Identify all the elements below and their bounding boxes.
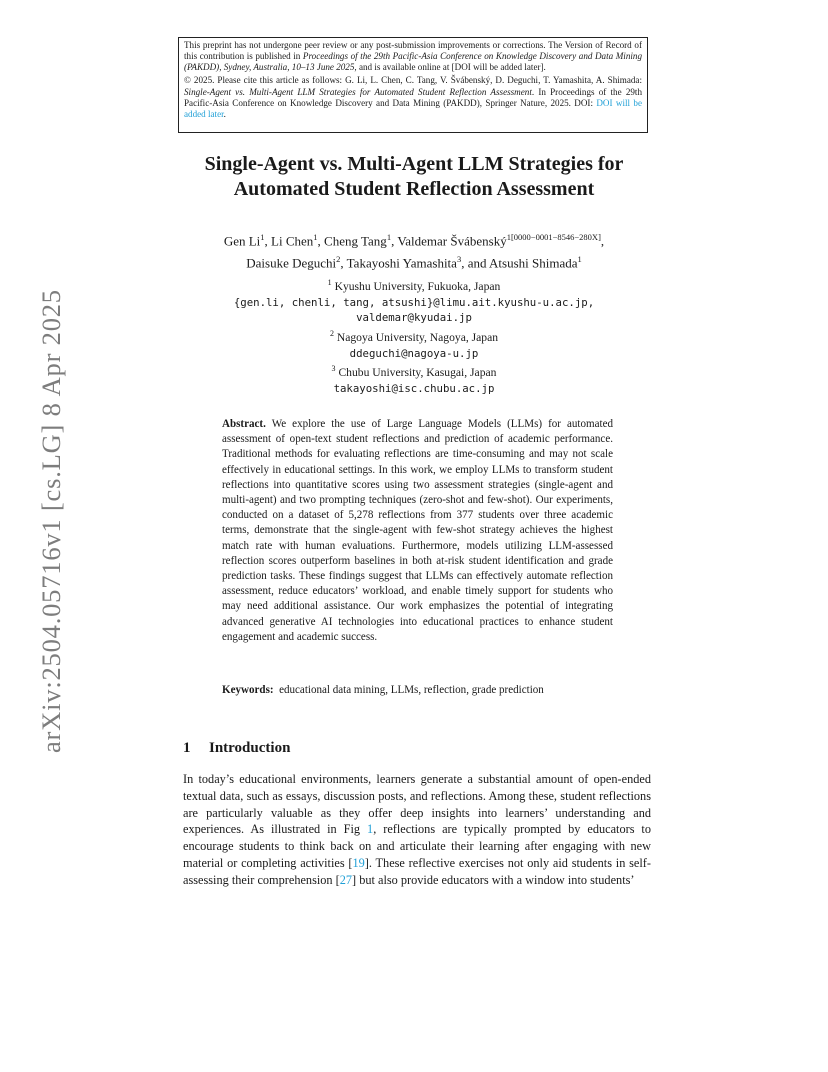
- citation-link[interactable]: 27: [339, 872, 353, 887]
- author-affil-mark: 3: [456, 254, 462, 265]
- keywords-text: educational data mining, LLMs, reflection, grade prediction: [279, 684, 544, 696]
- author-affil-mark: 1: [386, 232, 392, 242]
- affiliation-institution: Kyushu University, Fukuoka, Japan: [334, 279, 501, 293]
- section-number: 1: [183, 740, 191, 756]
- author-orcid: [0000−0001−8546−280X]: [510, 232, 601, 242]
- affiliation-email: ddeguchi@nagoya-u.jp: [349, 346, 479, 360]
- arxiv-identifier: arXiv:2504.05716v1 [cs.LG] 8 Apr 2025: [36, 289, 66, 753]
- affiliation-institution: Chubu University, Kasugai, Japan: [338, 366, 497, 380]
- notice-paper-title: Single-Agent vs. Multi-Agent LLM Strategies for Automated Student Reflection Assessment: [184, 86, 532, 97]
- notice-preprint-paragraph: [184, 40, 642, 73]
- notice-text: , and is available online at [DOI will be added later].: [354, 62, 546, 73]
- author-affil-mark: 2: [336, 254, 341, 265]
- notice-venue: Proceedings of the 29th Pacific-Asia Conference on Knowledge Discovery and Data Mining (PAKDD), Sydney, Australia, 10–13 June 2025: [184, 51, 642, 73]
- affiliation-number: 3: [331, 364, 336, 374]
- affiliation-line: [130, 275, 698, 295]
- author-affil-mark: 1: [260, 232, 265, 242]
- author-name: Gen Li: [223, 233, 261, 249]
- author-name: Daisuke Deguchi: [246, 255, 337, 271]
- notice-text: This preprint has not undergone peer review or any post-submission improvements or corrections. The Version of Record of this contribution is published in: [184, 40, 642, 62]
- author-name: Li Chen: [271, 233, 314, 249]
- figure-reference-link[interactable]: 1: [367, 822, 374, 837]
- affiliation-list: [130, 275, 698, 397]
- affiliation-institution: Nagoya University, Nagoya, Japan: [336, 330, 499, 344]
- paper-title-line: Single-Agent vs. Multi-Agent LLM Strategies for: [204, 153, 624, 175]
- publication-notice-box: [178, 37, 648, 133]
- intro-paragraph: [183, 771, 651, 889]
- abstract: [222, 417, 613, 645]
- body-text: In today’s educational environments, learners generate a substantial amount of open-ended textual data, such as essays, discussion posts, and reflections. Among these, student reflections are particularly valuable as they offer deep insights into learners’ understanding and experiences. As illustrated in Fig: [183, 772, 651, 837]
- body-text: ]. These reflective exercises not only aid students in self-assessing their comprehension [: [183, 855, 652, 887]
- paper-title-line: Automated Student Reflection Assessment: [233, 178, 595, 200]
- author-name: Cheng Tang: [324, 233, 387, 249]
- citation-link[interactable]: 19: [352, 855, 365, 870]
- body-text: , reflections are typically prompted by educators to encourage students to think back on and articulate their learning after engaging with new material or completing activities [: [183, 822, 652, 870]
- affiliation-email: {gen.li, chenli, tang, atsushi}@limu.ait.kyushu-u.ac.jp,: [233, 295, 595, 309]
- abstract-label: Abstract.: [222, 418, 266, 430]
- affiliation-email: valdemar@kyudai.jp: [356, 311, 472, 325]
- author-list: [130, 228, 698, 273]
- notice-citation-paragraph: [184, 75, 642, 120]
- author-line: Daisuke Deguchi$^2$, Takayoshi Yamashita$^3$, and Atsushi Shimada$^1$: [246, 254, 582, 271]
- notice-text: . In Proceedings of the 29th Pacific-Asia Conference on Knowledge Discovery and Data Mining (PAKDD), Springer Nature, 2025. DOI:: [184, 86, 643, 108]
- affiliation-email: takayoshi@isc.chubu.ac.jp: [333, 381, 495, 395]
- author-name: Valdemar Švábenský: [397, 233, 507, 249]
- abstract-text: We explore the use of Large Language Models (LLMs) for automated assessment of open-text student reflections and prediction of academic performance. Traditional methods for evaluating reflections are time-consuming and may not scale effectively in educational settings. In this work, we employ LLMs to transform student reflections into quantitative scores using two assessment strategies (single-agent and multi-agent) and two prompting techniques (zero-shot and few-shot). Our experiments, conducted on a dataset of 5,278 reflections from 377 students over three academic terms, demonstrate that the single-agent with few-shot strategy achieves the highest match rate with human evaluations. Furthermore, models utilizing LLM-assessed reflection scores outperform baselines in both at-risk student identification and grade prediction tasks. These findings suggest that LLMs can effectively automate reflection assessment, reduce educators’ workload, and enable timely support for students who may need additional assistance. Our work emphasizes the potential of integrating advanced generative AI technologies into educational practices to enhance student engagement and academic success.: [222, 418, 613, 643]
- body-text: ] but also provide educators with a window into students’: [352, 872, 635, 887]
- notice-text: .: [223, 108, 226, 119]
- author-name: Atsushi Shimada: [489, 255, 578, 271]
- doi-link[interactable]: DOI will be added later: [184, 97, 642, 119]
- section-heading: [183, 738, 290, 758]
- author-conjunction: and: [467, 255, 487, 271]
- author-line: Gen Li$^1$, Li Chen$^1$, Cheng Tang$^1$, Valdemar Švábenský$^{1[0000-0001-8546-280X]}$,: [223, 232, 605, 249]
- affiliation-number: 1: [327, 278, 332, 287]
- affiliation-number: 2: [329, 328, 334, 338]
- paper-title: [130, 152, 698, 202]
- author-name: Takayoshi Yamashita: [346, 255, 457, 271]
- keywords-label: Keywords:: [222, 684, 274, 696]
- author-affil-mark: 1: [577, 254, 582, 265]
- author-affil-mark: 1: [506, 232, 511, 242]
- affiliation-line: [130, 361, 698, 381]
- affiliation-line: [130, 326, 698, 346]
- notice-text: © 2025. Please cite this article as follows: G. Li, L. Chen, C. Tang, V. Švábenský, D. Deguchi, T. Yamashita, A. Shimada:: [184, 75, 642, 86]
- section-title: Introduction: [209, 740, 291, 756]
- author-affil-mark: 1: [313, 232, 318, 242]
- keywords: [222, 683, 622, 698]
